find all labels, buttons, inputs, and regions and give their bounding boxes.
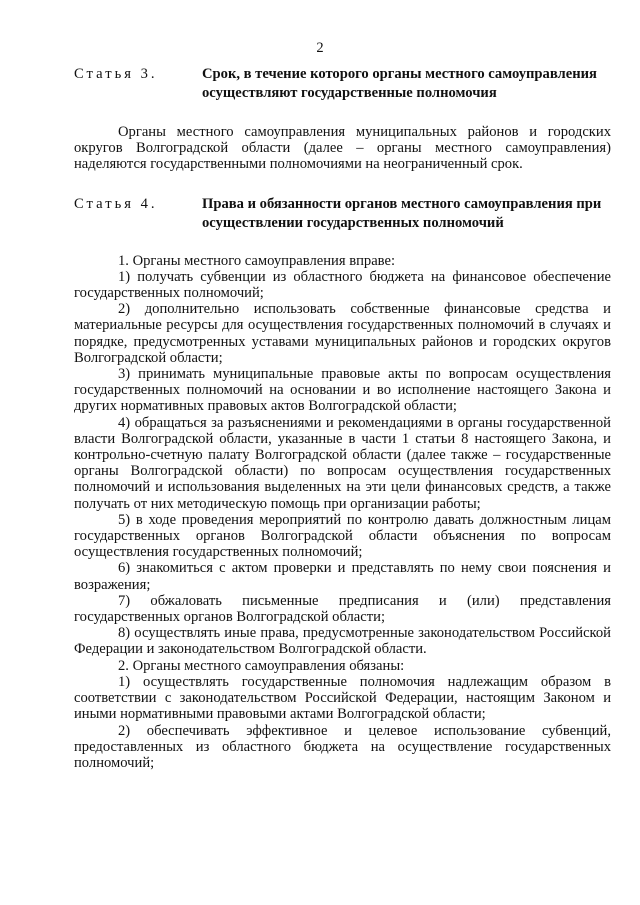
article-4-paragraph: 2) дополнительно использовать собственные финансовые средства и материальные ресурсы для осуществления государственных полномочий в случаях и порядке, предусмотренных уставами муниципальных районов и городских округов Волгоградской области;: [74, 301, 611, 366]
article-4-paragraph: 1) получать субвенции из областного бюджета на финансовое обеспечение государственных полномочий;: [74, 268, 611, 302]
document-body: [74, 65, 611, 771]
article-3-heading: [74, 65, 611, 103]
article-4-paragraph: 3) принимать муниципальные правовые акты по вопросам осуществления государственных полномочий на основании и во исполнение настоящего Закона и других нормативных правовых актов Волгоградской области;: [74, 366, 611, 415]
article-4-paragraph: 6) знакомиться с актом проверки и представлять по нему свои пояснения и возражения;: [74, 560, 611, 593]
article-4-paragraph: 2. Органы местного самоуправления обязаны:: [118, 657, 405, 674]
article-4-heading: [74, 195, 611, 233]
article-4-paragraph: 1. Органы местного самоуправления вправе:: [118, 252, 396, 269]
article-3-label: Статья 3.: [74, 66, 158, 82]
article-4-paragraph: 1) осуществлять государственные полномочия надлежащим образом в соответствии с законодательством Российской Федерации, настоящим Законом и иными нормативными правовыми актами Волгоградской области;: [74, 673, 611, 723]
article-4-paragraph: 8) осуществлять иные права, предусмотренные законодательством Российской Федерации и законодательством Волгоградской области.: [74, 625, 611, 658]
article-4-paragraph: 4) обращаться за разъяснениями и рекомендациями в органы государственной власти Волгоградской области, указанные в части 1 статьи 8 настоящего Закона, и контрольно-счетную палату Волгоградской области (далее также – государственные органы Волгоградской области) по вопросам осуществления государственных полномочий и использования выделенных на эти цели финансовых средств, а также получать от них методическую помощь при организации работы;: [74, 414, 611, 512]
article-4-paragraph: 2) обеспечивать эффективное и целевое использование субвенций, предоставленных из областного бюджета на осуществление государственных полномочий;: [74, 722, 611, 771]
article-3-title: Срок, в течение которого органы местного самоуправления осуществляют государственные полномочия: [202, 66, 597, 101]
article-4-paragraph: 5) в ходе проведения мероприятий по контролю давать должностным лицам государственных органов Волгоградской области объяснения по вопросам осуществления государственных полномочий;: [74, 511, 611, 561]
article-4-title: Права и обязанности органов местного самоуправления при осуществлении государственных полномочий: [202, 195, 602, 231]
article-4-label: Статья 4.: [74, 195, 158, 212]
page-number: 2: [316, 40, 324, 56]
article-4-paragraph: 7) обжаловать письменные предписания и (или) представления государственных органов Волгоградской области;: [74, 592, 611, 626]
article-3-paragraph: Органы местного самоуправления муниципальных районов и городских округов Волгоградской области (далее – органы местного самоуправления) наделяются государственными полномочиями на неограниченный срок.: [74, 124, 611, 173]
